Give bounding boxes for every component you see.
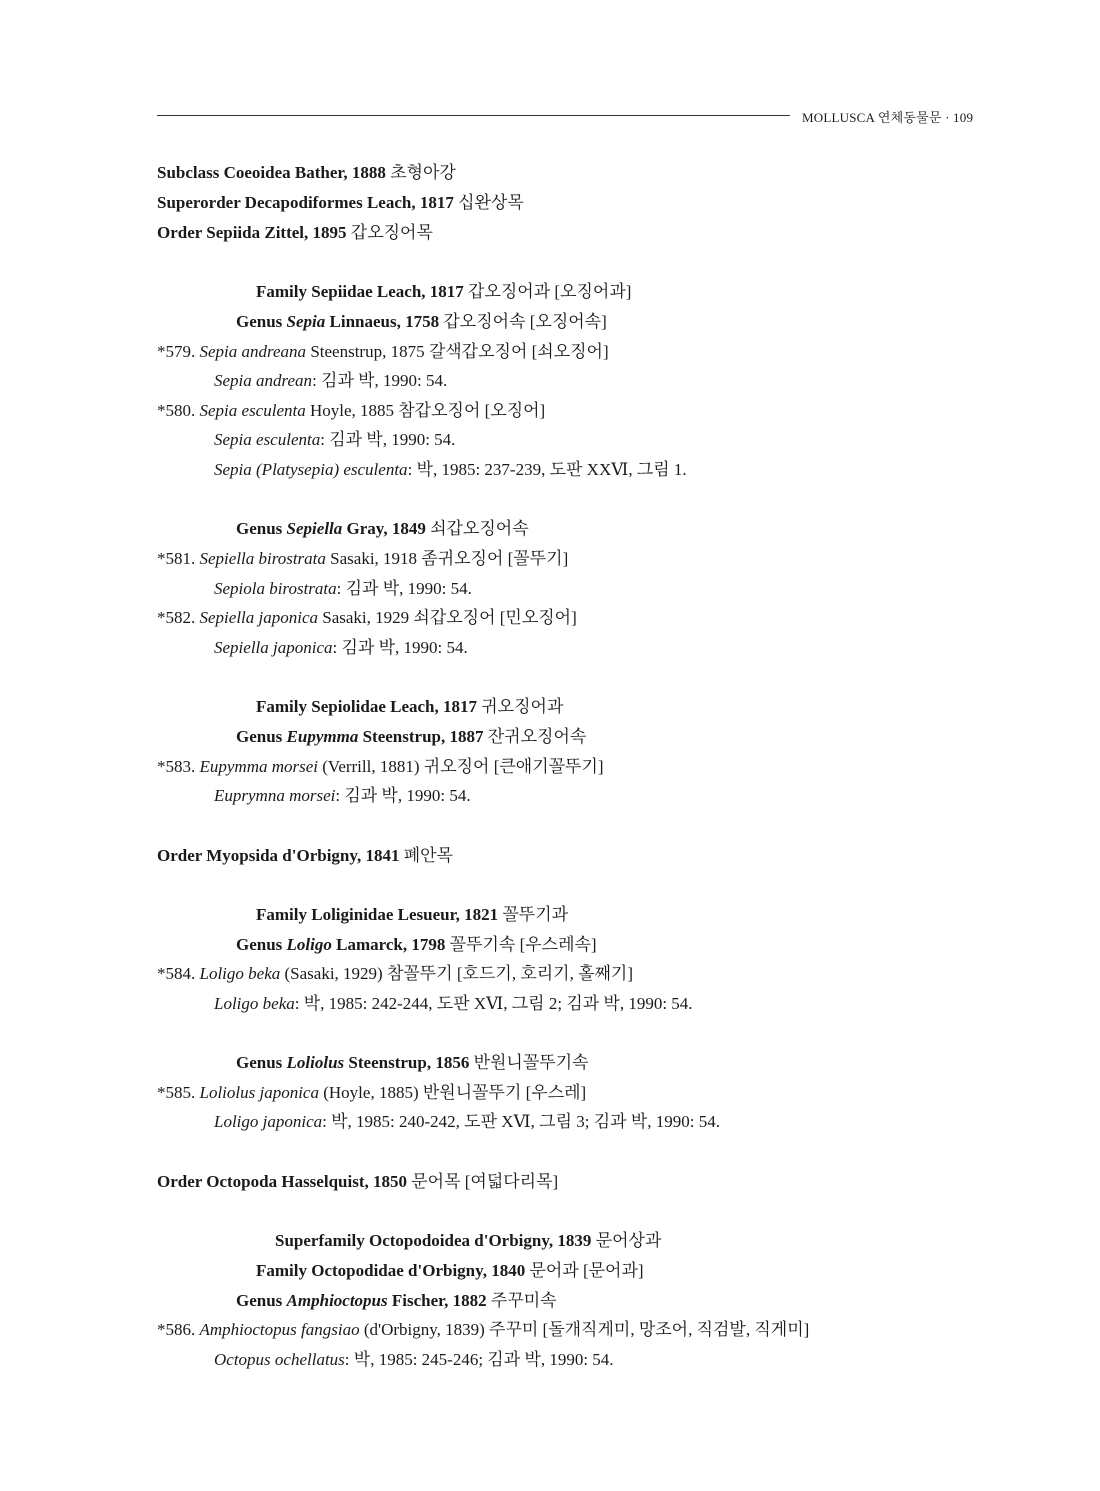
family-heading: Family Sepiolidae Leach, 1817 귀오징어과 bbox=[256, 697, 564, 716]
synonym-line: Sepiola birostrata: 김과 박, 1990: 54. bbox=[214, 579, 472, 598]
genus-heading: Genus Sepia Linnaeus, 1758 갑오징어속 [오징어속] bbox=[236, 312, 607, 331]
synonym-line: Loligo japonica: 박, 1985: 240-242, 도판 XⅥ, 그림 3; 김과 박, 1990: 54. bbox=[214, 1112, 720, 1131]
order-heading: Order Myopsida d'Orbigny, 1841 폐안목 bbox=[157, 846, 453, 865]
genus-heading: Genus Eupymma Steenstrup, 1887 잔귀오징어속 bbox=[236, 727, 587, 746]
synonym-line: Octopus ochellatus: 박, 1985: 245-246; 김과 박, 1990: 54. bbox=[214, 1350, 614, 1369]
species-entry: *581. Sepiella birostrata Sasaki, 1918 좀귀오징어 [꼴뚜기] bbox=[157, 549, 569, 568]
header-rule bbox=[157, 115, 790, 116]
family-heading: Family Loliginidae Lesueur, 1821 꼴뚜기과 bbox=[256, 905, 569, 924]
species-entry: *586. Amphioctopus fangsiao (d'Orbigny, 1839) 주꾸미 [돌개직게미, 망조어, 직검발, 직게미] bbox=[157, 1320, 810, 1339]
synonym-line: Sepia (Platysepia) esculenta: 박, 1985: 237-239, 도판 XXⅥ, 그림 1. bbox=[214, 460, 687, 479]
species-entry: *579. Sepia andreana Steenstrup, 1875 갈색갑오징어 [쇠오징어] bbox=[157, 342, 609, 361]
superorder-heading: Superorder Decapodiformes Leach, 1817 십완상목 bbox=[157, 193, 524, 212]
species-entry: *584. Loligo beka (Sasaki, 1929) 참꼴뚜기 [호드기, 호리기, 홀째기] bbox=[157, 964, 634, 983]
superfamily-heading: Superfamily Octopodoidea d'Orbigny, 1839 문어상과 bbox=[275, 1231, 662, 1250]
genus-heading: Genus Loligo Lamarck, 1798 꼴뚜기속 [우스레속] bbox=[236, 935, 597, 954]
synonym-line: Sepiella japonica: 김과 박, 1990: 54. bbox=[214, 638, 468, 657]
species-entry: *580. Sepia esculenta Hoyle, 1885 참갑오징어 [오징어] bbox=[157, 401, 546, 420]
order-heading: Order Octopoda Hasselquist, 1850 문어목 [여덟다리목] bbox=[157, 1172, 559, 1191]
species-entry: *583. Eupymma morsei (Verrill, 1881) 귀오징어 [큰애기꼴뚜기] bbox=[157, 757, 604, 776]
species-entry: *582. Sepiella japonica Sasaki, 1929 쇠갑오징어 [민오징어] bbox=[157, 608, 577, 627]
order-heading: Order Sepiida Zittel, 1895 갑오징어목 bbox=[157, 223, 433, 242]
genus-heading: Genus Sepiella Gray, 1849 쇠갑오징어속 bbox=[236, 519, 529, 538]
running-title: MOLLUSCA 연체동물문 · 109 bbox=[802, 110, 974, 125]
synonym-line: Loligo beka: 박, 1985: 242-244, 도판 XⅥ, 그림 2; 김과 박, 1990: 54. bbox=[214, 994, 693, 1013]
species-entry: *585. Loliolus japonica (Hoyle, 1885) 반원니꼴뚜기 [우스레] bbox=[157, 1083, 587, 1102]
genus-heading: Genus Loliolus Steenstrup, 1856 반원니꼴뚜기속 bbox=[236, 1053, 589, 1072]
subclass-heading: Subclass Coeoidea Bather, 1888 초형아강 bbox=[157, 163, 456, 182]
synonym-line: Sepia andrean: 김과 박, 1990: 54. bbox=[214, 371, 448, 390]
family-heading: Family Octopodidae d'Orbigny, 1840 문어과 [문어과] bbox=[256, 1261, 644, 1280]
synonym-line: Sepia esculenta: 김과 박, 1990: 54. bbox=[214, 430, 456, 449]
synonym-line: Euprymna morsei: 김과 박, 1990: 54. bbox=[214, 786, 471, 805]
family-heading: Family Sepiidae Leach, 1817 갑오징어과 [오징어과] bbox=[256, 282, 632, 301]
genus-heading: Genus Amphioctopus Fischer, 1882 주꾸미속 bbox=[236, 1291, 557, 1310]
